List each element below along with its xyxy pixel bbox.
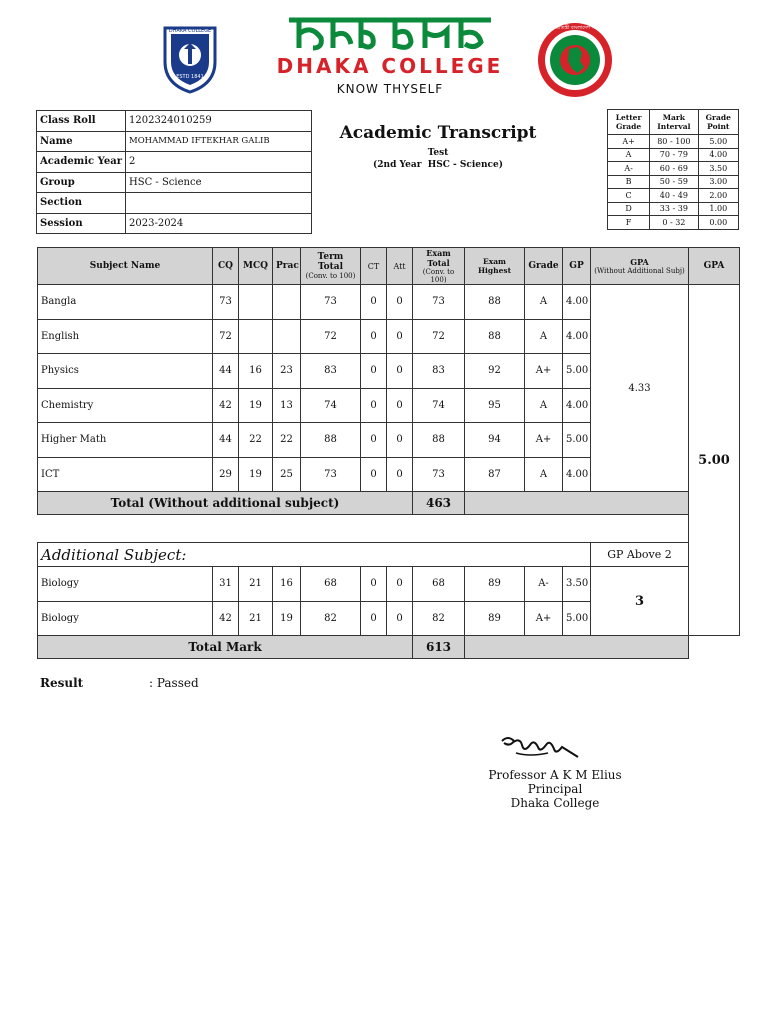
grade-scale-row [608, 148, 739, 162]
col-exam-total-sub: (Conv. to 100) [422, 268, 455, 284]
subject-name: Physics [38, 354, 213, 389]
exam-highest: 88 [465, 319, 525, 354]
prac-mark: 23 [273, 354, 301, 389]
term-total: 88 [301, 423, 361, 458]
info-row-group [37, 172, 312, 193]
government-seal-logo [536, 21, 614, 99]
gpa-value: 5.00 [689, 285, 740, 636]
info-row-academic-year [37, 152, 312, 173]
cq-mark: 42 [213, 601, 239, 636]
term-total: 72 [301, 319, 361, 354]
col-term-total-sub: (Conv. to 100) [305, 272, 356, 280]
col-exam-highest: Exam Highest [465, 248, 525, 285]
scale-interval: 33 - 39 [650, 202, 698, 216]
att-mark: 0 [387, 601, 413, 636]
academic-year-label: Academic Year [37, 152, 126, 173]
subject-name: Higher Math [38, 423, 213, 458]
group-value: HSC - Science [126, 172, 312, 193]
grade-scale-row [608, 202, 739, 216]
col-gp: GP [563, 248, 591, 285]
additional-subject-label: Additional Subject: [38, 543, 591, 567]
name-label: Name [37, 131, 126, 152]
grade: A+ [525, 423, 563, 458]
exam-total: 68 [413, 567, 465, 602]
gp: 5.00 [563, 423, 591, 458]
college-crest-logo [157, 22, 223, 94]
scale-letter: A [608, 148, 650, 162]
exam-name: Test [427, 148, 449, 158]
result-label: Result [40, 676, 84, 690]
col-cq: CQ [213, 248, 239, 285]
cq-mark: 72 [213, 319, 239, 354]
mcq-mark: 22 [239, 423, 273, 458]
info-row-name [37, 131, 312, 152]
section-spacer [38, 515, 740, 543]
grade-scale-row [608, 135, 739, 149]
exam-total: 83 [413, 354, 465, 389]
college-name: DHAKA COLLEGE [276, 54, 504, 78]
term-total: 82 [301, 601, 361, 636]
mcq-mark: 19 [239, 457, 273, 492]
scale-header-letter: Letter Grade [608, 110, 650, 135]
grade: A [525, 457, 563, 492]
transcript-title: Academic Transcript [339, 123, 537, 143]
col-gpa: GPA [689, 248, 740, 285]
scale-interval: 60 - 69 [650, 162, 698, 176]
total-without-additional-row [38, 492, 740, 515]
scale-letter: C [608, 189, 650, 203]
signatory-institution: Dhaka College [510, 796, 600, 810]
transcript-title-block [320, 123, 556, 171]
academic-year-value: 2 [126, 152, 312, 173]
exam-highest: 87 [465, 457, 525, 492]
table-row [38, 567, 740, 602]
att-mark: 0 [387, 354, 413, 389]
ct-mark: 0 [361, 601, 387, 636]
exam-detail: (2nd Year HSC - Science) [373, 160, 503, 170]
col-subject-name: Subject Name [38, 248, 213, 285]
grade: A+ [525, 354, 563, 389]
col-term-total-label: Term Total [317, 252, 344, 272]
prac-mark: 22 [273, 423, 301, 458]
gp-above-value: 3 [591, 567, 689, 636]
total-without-additional-label: Total (Without additional subject) [38, 492, 413, 515]
group-label: Group [37, 172, 126, 193]
gp: 3.50 [563, 567, 591, 602]
subject-name: Chemistry [38, 388, 213, 423]
mcq-mark: 21 [239, 601, 273, 636]
scale-letter: F [608, 216, 650, 230]
gp: 5.00 [563, 354, 591, 389]
subject-name: Biology [38, 567, 213, 602]
total-mark-row [38, 636, 740, 659]
att-mark: 0 [387, 388, 413, 423]
gp-above-label: GP Above 2 [591, 543, 689, 567]
col-att: Att [387, 248, 413, 285]
prac-mark: 19 [273, 601, 301, 636]
exam-total: 74 [413, 388, 465, 423]
student-info-table [36, 110, 312, 234]
exam-highest: 88 [465, 285, 525, 320]
exam-highest: 89 [465, 567, 525, 602]
term-total: 83 [301, 354, 361, 389]
ct-mark: 0 [361, 319, 387, 354]
gp: 4.00 [563, 388, 591, 423]
principal-signature [500, 733, 580, 763]
col-gpa-wo-sub: (Without Additional Subj) [594, 267, 685, 275]
total-without-additional-value: 463 [413, 492, 465, 515]
total-row-filler [465, 492, 689, 515]
section-label: Section [37, 193, 126, 214]
subject-name: Bangla [38, 285, 213, 320]
cq-mark: 42 [213, 388, 239, 423]
exam-total: 73 [413, 457, 465, 492]
col-exam-total [413, 248, 465, 285]
scale-interval: 50 - 59 [650, 175, 698, 189]
cq-mark: 44 [213, 354, 239, 389]
prac-mark [273, 285, 301, 320]
scale-letter: B [608, 175, 650, 189]
exam-highest: 92 [465, 354, 525, 389]
term-total: 73 [301, 457, 361, 492]
grade-scale-table [607, 109, 739, 230]
scale-point: 0.00 [698, 216, 738, 230]
scale-header-point: Grade Point [698, 110, 738, 135]
gpa-without-additional: 4.33 [591, 285, 689, 492]
grade: A [525, 319, 563, 354]
additional-subject-header-row [38, 543, 740, 567]
exam-total: 72 [413, 319, 465, 354]
scale-interval: 0 - 32 [650, 216, 698, 230]
scale-point: 1.00 [698, 202, 738, 216]
scale-letter: A+ [608, 135, 650, 149]
grade: A [525, 285, 563, 320]
scale-header-interval: Mark Interval [650, 110, 698, 135]
grade: A- [525, 567, 563, 602]
signatory-name: Professor A K M Elius [488, 768, 622, 782]
term-total: 74 [301, 388, 361, 423]
grade-scale-row [608, 175, 739, 189]
ct-mark: 0 [361, 457, 387, 492]
info-row-class-roll [37, 111, 312, 132]
ct-mark: 0 [361, 567, 387, 602]
subject-name: Biology [38, 601, 213, 636]
crest-top-text: DHAKA COLLEGE [168, 28, 212, 34]
mcq-mark: 19 [239, 388, 273, 423]
ct-mark: 0 [361, 423, 387, 458]
scale-interval: 40 - 49 [650, 189, 698, 203]
grade-scale-row [608, 189, 739, 203]
result-value: : Passed [149, 676, 199, 690]
college-motto: KNOW THYSELF [336, 82, 444, 96]
class-roll-value: 1202324010259 [126, 111, 312, 132]
scale-point: 4.00 [698, 148, 738, 162]
gp: 4.00 [563, 457, 591, 492]
cq-mark: 29 [213, 457, 239, 492]
info-row-section [37, 193, 312, 214]
exam-highest: 94 [465, 423, 525, 458]
term-total: 73 [301, 285, 361, 320]
grade-scale-header [608, 110, 739, 135]
section-value [126, 193, 312, 214]
spacer-cell [38, 515, 689, 543]
signatory-title: Principal [527, 782, 583, 796]
gp: 5.00 [563, 601, 591, 636]
session-value: 2023-2024 [126, 213, 312, 234]
col-gpa-wo-label: GPA [630, 257, 649, 267]
session-label: Session [37, 213, 126, 234]
col-gpa-without-additional [591, 248, 689, 285]
scale-interval: 70 - 79 [650, 148, 698, 162]
mcq-mark: 16 [239, 354, 273, 389]
scale-point: 2.00 [698, 189, 738, 203]
info-row-session [37, 213, 312, 234]
col-prac: Prac [273, 248, 301, 285]
subject-name: English [38, 319, 213, 354]
att-mark: 0 [387, 423, 413, 458]
mcq-mark [239, 319, 273, 354]
scale-point: 5.00 [698, 135, 738, 149]
cq-mark: 73 [213, 285, 239, 320]
college-bangla-title [285, 14, 495, 54]
total-mark-value: 613 [413, 636, 465, 659]
total-mark-label: Total Mark [38, 636, 413, 659]
exam-total: 73 [413, 285, 465, 320]
cq-mark: 31 [213, 567, 239, 602]
col-term-total [301, 248, 361, 285]
exam-highest: 89 [465, 601, 525, 636]
col-ct: CT [361, 248, 387, 285]
scale-interval: 80 - 100 [650, 135, 698, 149]
cq-mark: 44 [213, 423, 239, 458]
gp: 4.00 [563, 319, 591, 354]
grade: A [525, 388, 563, 423]
prac-mark [273, 319, 301, 354]
crest-bottom-text: ESTD 1841 [176, 74, 204, 80]
prac-mark: 16 [273, 567, 301, 602]
signatory-block [470, 768, 640, 810]
scale-point: 3.50 [698, 162, 738, 176]
seal-text: গণপ্রজাতন্ত্রী বাংলাদেশ সরকার [544, 25, 606, 31]
ct-mark: 0 [361, 388, 387, 423]
mcq-mark: 21 [239, 567, 273, 602]
exam-total: 88 [413, 423, 465, 458]
exam-highest: 95 [465, 388, 525, 423]
att-mark: 0 [387, 567, 413, 602]
gp: 4.00 [563, 285, 591, 320]
subject-name: ICT [38, 457, 213, 492]
grade-scale-row [608, 162, 739, 176]
att-mark: 0 [387, 319, 413, 354]
name-value: MOHAMMAD IFTEKHAR GALIB [126, 131, 312, 152]
total-mark-filler [465, 636, 689, 659]
class-roll-label: Class Roll [37, 111, 126, 132]
grade: A+ [525, 601, 563, 636]
grade-scale-row [608, 216, 739, 230]
results-header-row [38, 248, 740, 285]
prac-mark: 13 [273, 388, 301, 423]
term-total: 68 [301, 567, 361, 602]
prac-mark: 25 [273, 457, 301, 492]
ct-mark: 0 [361, 285, 387, 320]
scale-point: 3.00 [698, 175, 738, 189]
scale-letter: A- [608, 162, 650, 176]
col-grade: Grade [525, 248, 563, 285]
results-table [37, 247, 740, 659]
table-row [38, 285, 740, 320]
att-mark: 0 [387, 457, 413, 492]
scale-letter: D [608, 202, 650, 216]
ct-mark: 0 [361, 354, 387, 389]
col-mcq: MCQ [239, 248, 273, 285]
att-mark: 0 [387, 285, 413, 320]
col-exam-total-label: Exam Total [426, 248, 451, 268]
exam-total: 82 [413, 601, 465, 636]
mcq-mark [239, 285, 273, 320]
